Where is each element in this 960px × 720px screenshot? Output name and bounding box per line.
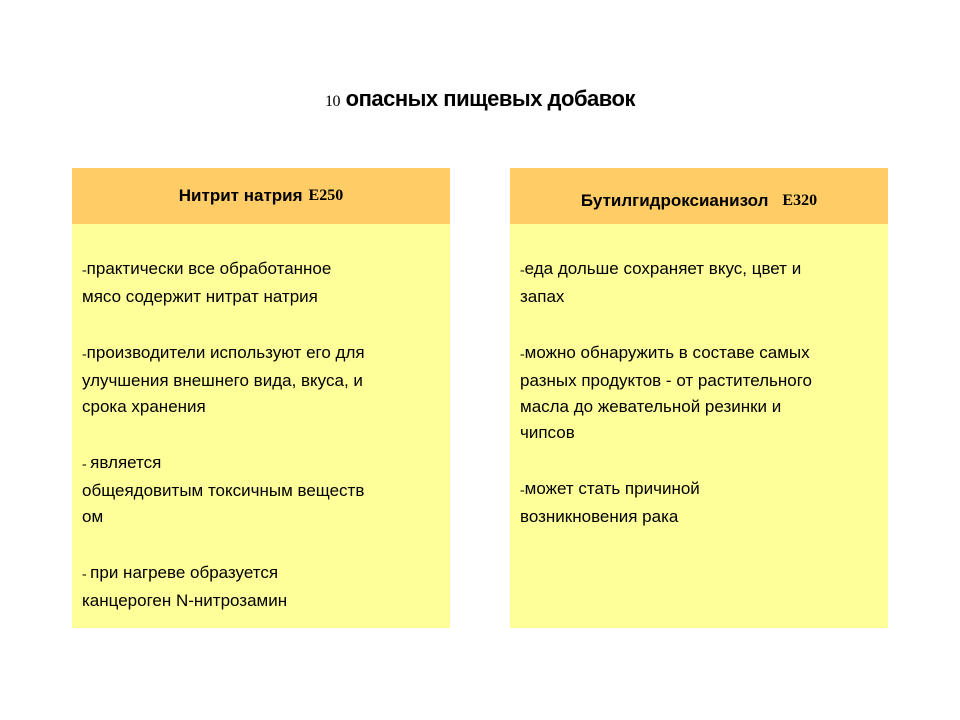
list-item [82, 256, 440, 310]
bullet-dash: - [82, 567, 91, 582]
additive-name: Бутилгидроксианизол [580, 191, 769, 210]
title-number: 10 [325, 93, 341, 110]
bullet-dash: - [520, 263, 525, 278]
fact-text: является общеядовитым токсичным веществ ом [82, 453, 365, 526]
additive-name: Нитрит натрия [178, 186, 303, 205]
bullet-dash: - [82, 347, 87, 362]
title-text: опасных пищевых добавок [345, 86, 635, 111]
card-header [72, 168, 450, 224]
list-item [82, 340, 440, 420]
fact-list [510, 224, 888, 530]
bullet-dash: - [82, 457, 91, 472]
bullet-dash: - [520, 483, 525, 498]
fact-text: при нагреве образуется канцероген N-нитрозамин [82, 563, 288, 610]
list-item [520, 340, 878, 446]
fact-text: практически все обработанное мясо содержит нитрат натрия [82, 259, 332, 306]
fact-list [72, 224, 450, 614]
additive-code: E320 [782, 192, 818, 209]
fact-text: может стать причиной возникновения рака [520, 479, 700, 526]
list-item [82, 450, 440, 530]
additive-code: E250 [308, 187, 344, 204]
additive-card-e320 [510, 168, 888, 628]
additive-card-e250 [72, 168, 450, 628]
list-item [520, 256, 878, 310]
fact-text: можно обнаружить в составе самых разных продуктов - от растительного масла до жевательной резинки и чипсов [520, 343, 812, 442]
bullet-dash: - [520, 347, 525, 362]
list-item [520, 476, 878, 530]
page-title [0, 86, 960, 112]
bullet-dash: - [82, 263, 87, 278]
list-item [82, 560, 440, 614]
card-header [510, 168, 888, 224]
fact-text: производители используют его для улучшения внешнего вида, вкуса, и срока хранения [82, 343, 365, 416]
fact-text: еда дольше сохраняет вкус, цвет и запах [520, 259, 802, 306]
